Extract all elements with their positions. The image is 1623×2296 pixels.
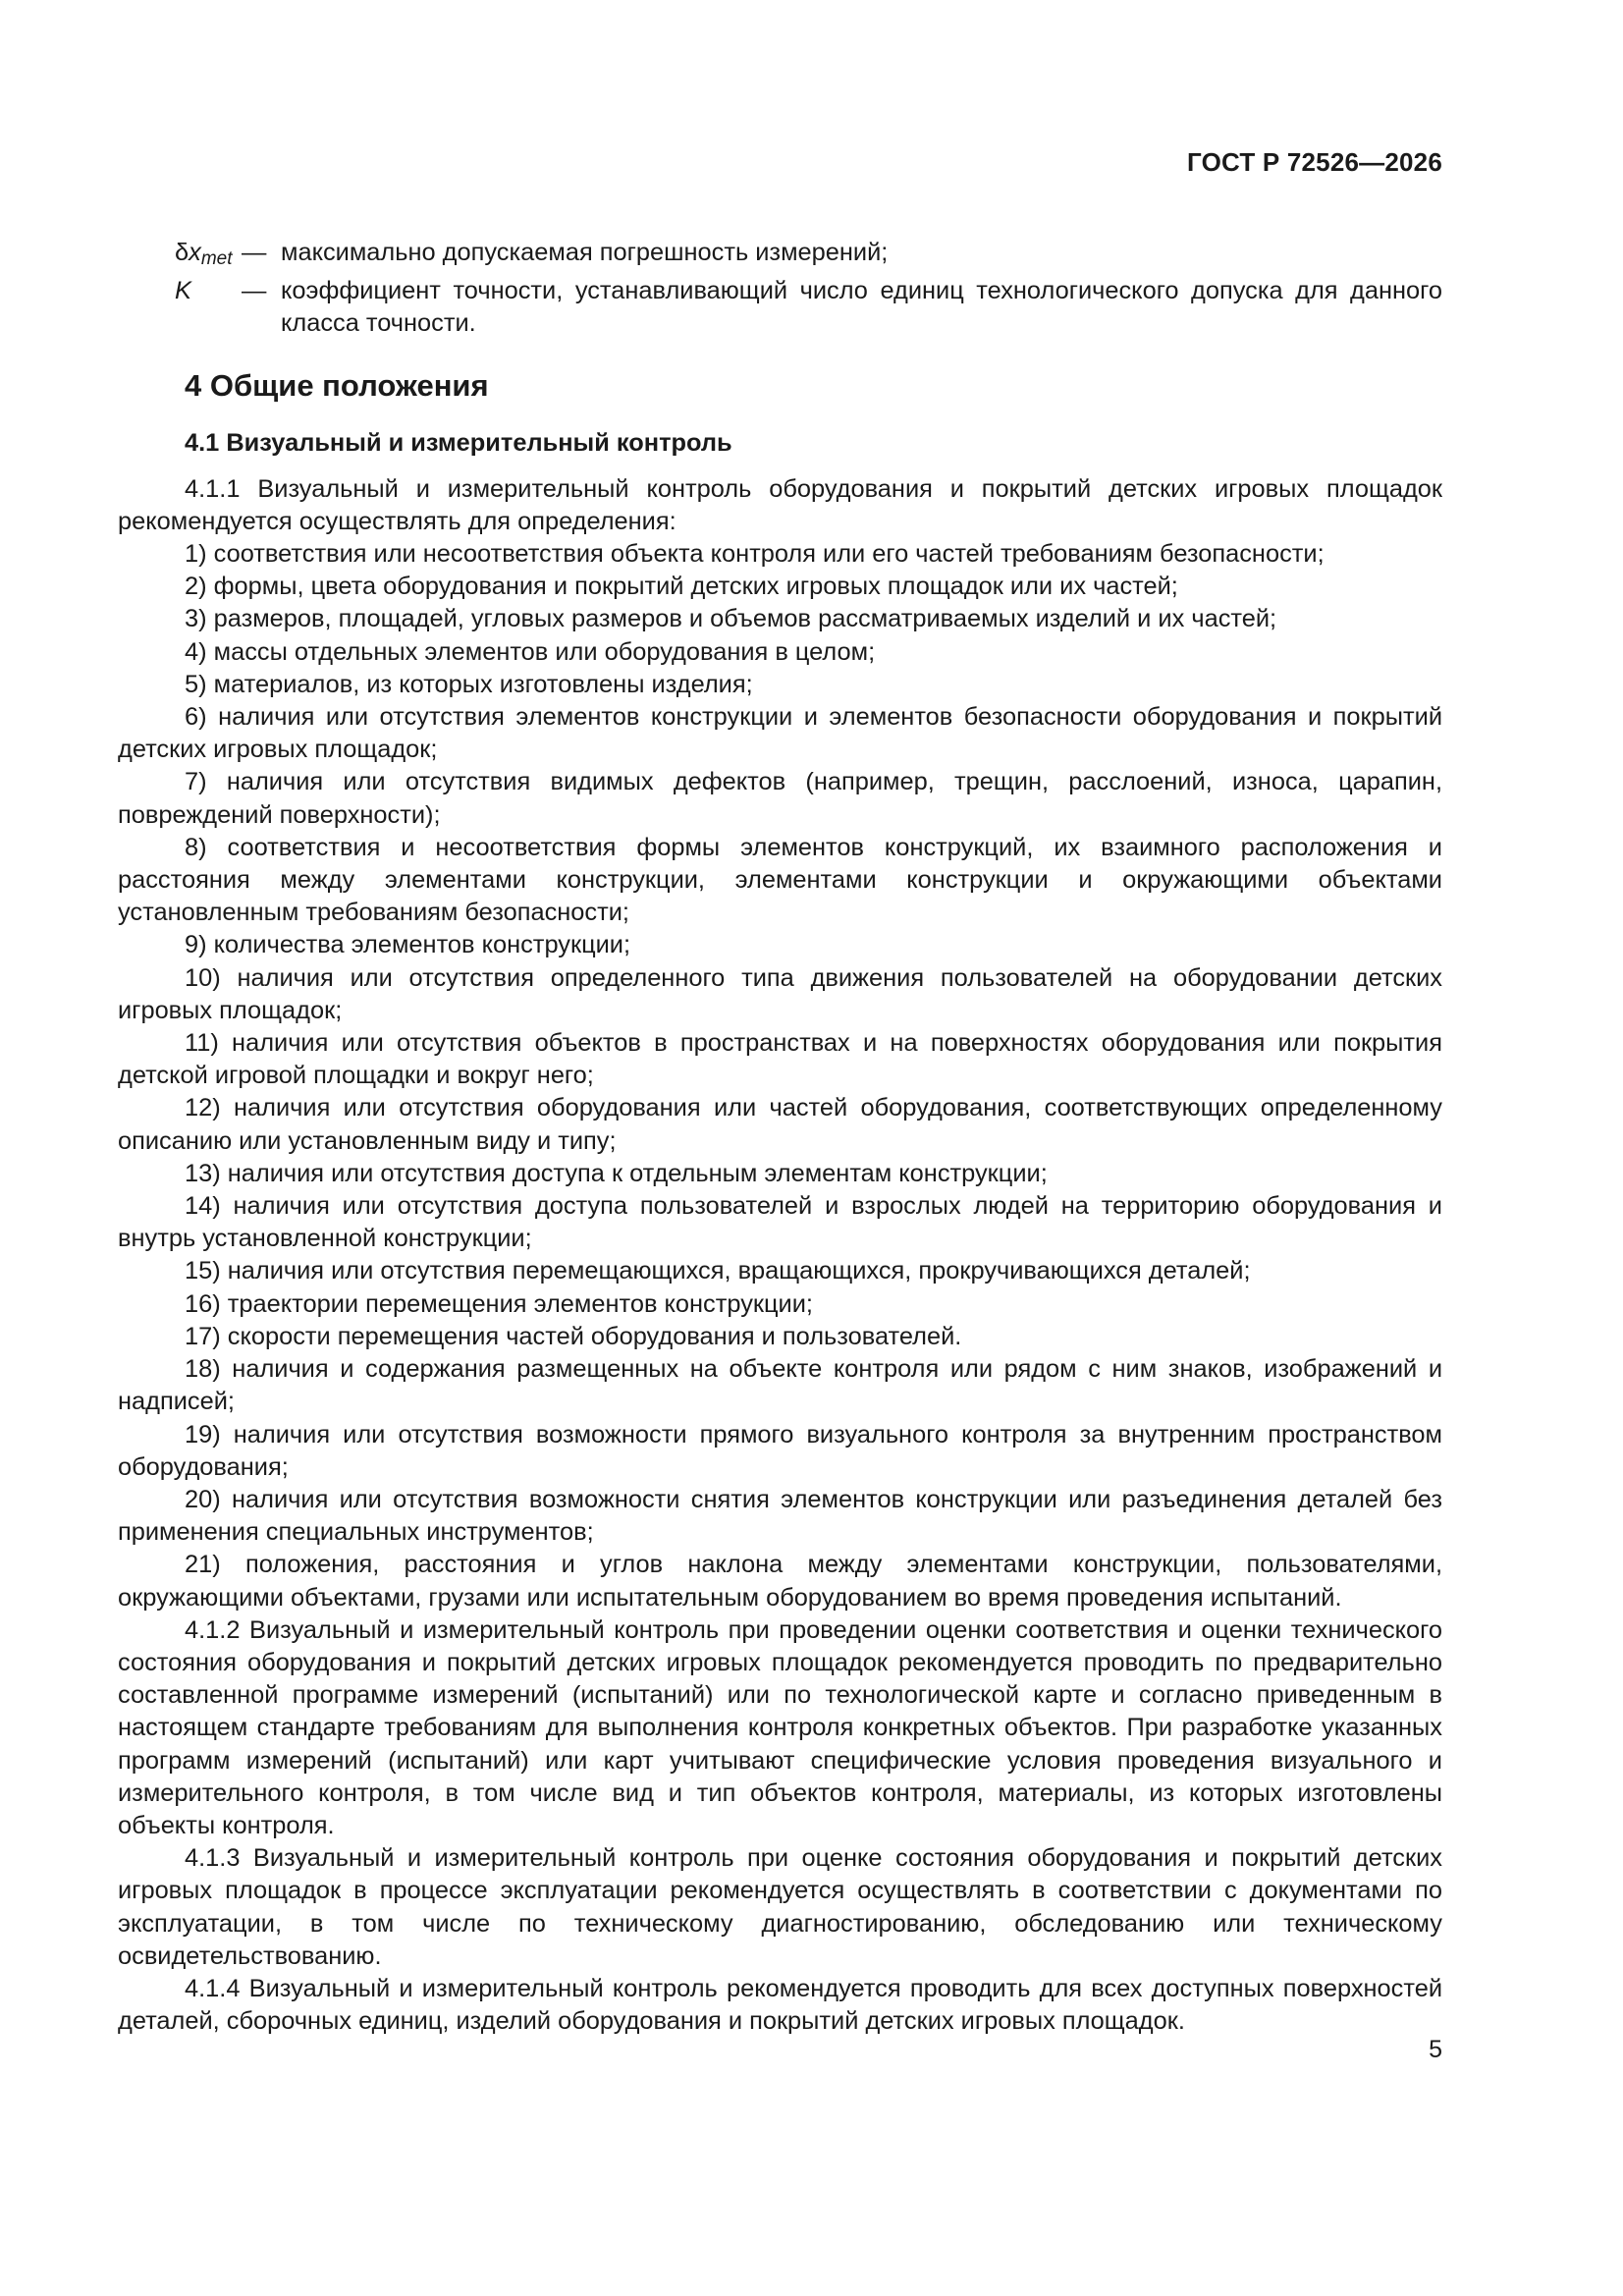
definition-dash: — — [242, 239, 267, 266]
definition-symbol: $\delta x_{met}$ — [175, 239, 233, 269]
page-number: 5 — [1429, 2036, 1442, 2063]
list-item: 8) соответствия и несоответствия формы элементов конструкций, их взаимного расположения и расстояния между элементами конструкции, элементами конструкции и окружающими объектами установленным требованиям безопасности; — [118, 833, 1442, 927]
definition-symbol: K — [175, 277, 191, 305]
body-text — [118, 473, 1442, 2039]
definition-dash: — — [242, 277, 267, 305]
list-item: 14) наличия или отсутствия доступа пользователей и взрослых людей на территорию оборудования и внутрь установленной конструкции; — [118, 1192, 1442, 1253]
list-item: 9) количества элементов конструкции; — [185, 931, 631, 959]
paragraph: 4.1.3 Визуальный и измерительный контроль при оценке состояния оборудования и покрытий детских игровых площадок в процессе эксплуатации рекомендуется осуществлять в соответствии с документами по эксплуатации, в том числе по техническому диагностированию, обследованию или техническому освидетельствованию. — [118, 1844, 1442, 1970]
list-item: 11) наличия или отсутствия объектов в пространствах и на поверхностях оборудования или покрытия детской игровой площадки и вокруг него; — [118, 1029, 1442, 1090]
list-item: 1) соответствия или несоответствия объекта контроля или его частей требованиям безопасности; — [185, 540, 1325, 569]
list-item: 3) размеров, площадей, угловых размеров и объемов рассматриваемых изделий и их частей; — [185, 605, 1277, 633]
document-header: ГОСТ Р 72526—2026 — [1187, 147, 1442, 177]
page-content — [118, 237, 1442, 2038]
list-item: 18) наличия и содержания размещенных на объекте контроля или рядом с ним знаков, изображений и надписей; — [118, 1355, 1442, 1416]
list-item: 17) скорости перемещения частей оборудования и пользователей. — [185, 1322, 962, 1350]
list-item: 10) наличия или отсутствия определенного типа движения пользователей на оборудовании детских игровых площадок; — [118, 963, 1442, 1024]
subsection-heading: 4.1 Визуальный и измерительный контроль — [185, 428, 732, 457]
definition-text: коэффициент точности, устанавливающий число единиц технологического допуска для данного класса точности. — [281, 277, 1442, 338]
list-item: 13) наличия или отсутствия доступа к отдельным элементам конструкции; — [185, 1159, 1048, 1187]
list-item: 19) наличия или отсутствия возможности прямого визуального контроля за внутренним пространством оборудования; — [118, 1420, 1442, 1481]
list-item: 4) массы отдельных элементов или оборудования в целом; — [185, 637, 876, 666]
list-item: 15) наличия или отсутствия перемещающихся, вращающихся, прокручивающихся деталей; — [185, 1257, 1251, 1285]
list-item: 6) наличия или отсутствия элементов конструкции и элементов безопасности оборудования и покрытий детских игровых площадок; — [118, 703, 1442, 764]
list-item: 20) наличия или отсутствия возможности снятия элементов конструкции или разъединения деталей без применения специальных инструментов; — [118, 1485, 1442, 1547]
list-item: 2) формы, цвета оборудования и покрытий детских игровых площадок или их частей; — [185, 573, 1178, 601]
definition-row — [118, 237, 1442, 275]
definition-row — [118, 275, 1442, 340]
definition-text: максимально допускаемая погрешность измерений; — [281, 239, 889, 266]
definitions-list — [118, 237, 1442, 341]
paragraph: 4.1.2 Визуальный и измерительный контроль при проведении оценки соответствия и оценки технического состояния оборудования и покрытий детских игровых площадок рекомендуется проводить по предварительно составленной программе измерений (испытаний) или по технологической карте и согласно приведенным в настоящем стандарте требованиям для выполнения контроля конкретных объектов. При разработке указанных программ измерений (испытаний) или карт учитывают специфические условия проведения визуального и измерительного контроля, в том числе вид и тип объектов контроля, материалы, из которых изготовлены объекты контроля. — [118, 1615, 1442, 1839]
paragraph: 4.1.4 Визуальный и измерительный контроль рекомендуется проводить для всех доступных поверхностей деталей, сборочных единиц, изделий оборудования и покрытий детских игровых площадок. — [118, 1974, 1442, 2036]
list-item: 21) положения, расстояния и углов наклона между элементами конструкции, пользователями, окружающими объектами, грузами или испытательным оборудованием во время проведения испытаний. — [118, 1551, 1442, 1612]
paragraph: 4.1.1 Визуальный и измерительный контроль оборудования и покрытий детских игровых площадок рекомендуется осуществлять для определения: — [118, 474, 1442, 535]
section-heading: 4 Общие положения — [185, 367, 489, 403]
list-item: 12) наличия или отсутствия оборудования или частей оборудования, соответствующих определенному описанию или установленным виду и типу; — [118, 1094, 1442, 1155]
list-item: 16) траектории перемещения элементов конструкции; — [185, 1289, 813, 1318]
list-item: 7) наличия или отсутствия видимых дефектов (например, трещин, расслоений, износа, царапин, повреждений поверхности); — [118, 768, 1442, 829]
list-item: 5) материалов, из которых изготовлены изделия; — [185, 670, 753, 698]
